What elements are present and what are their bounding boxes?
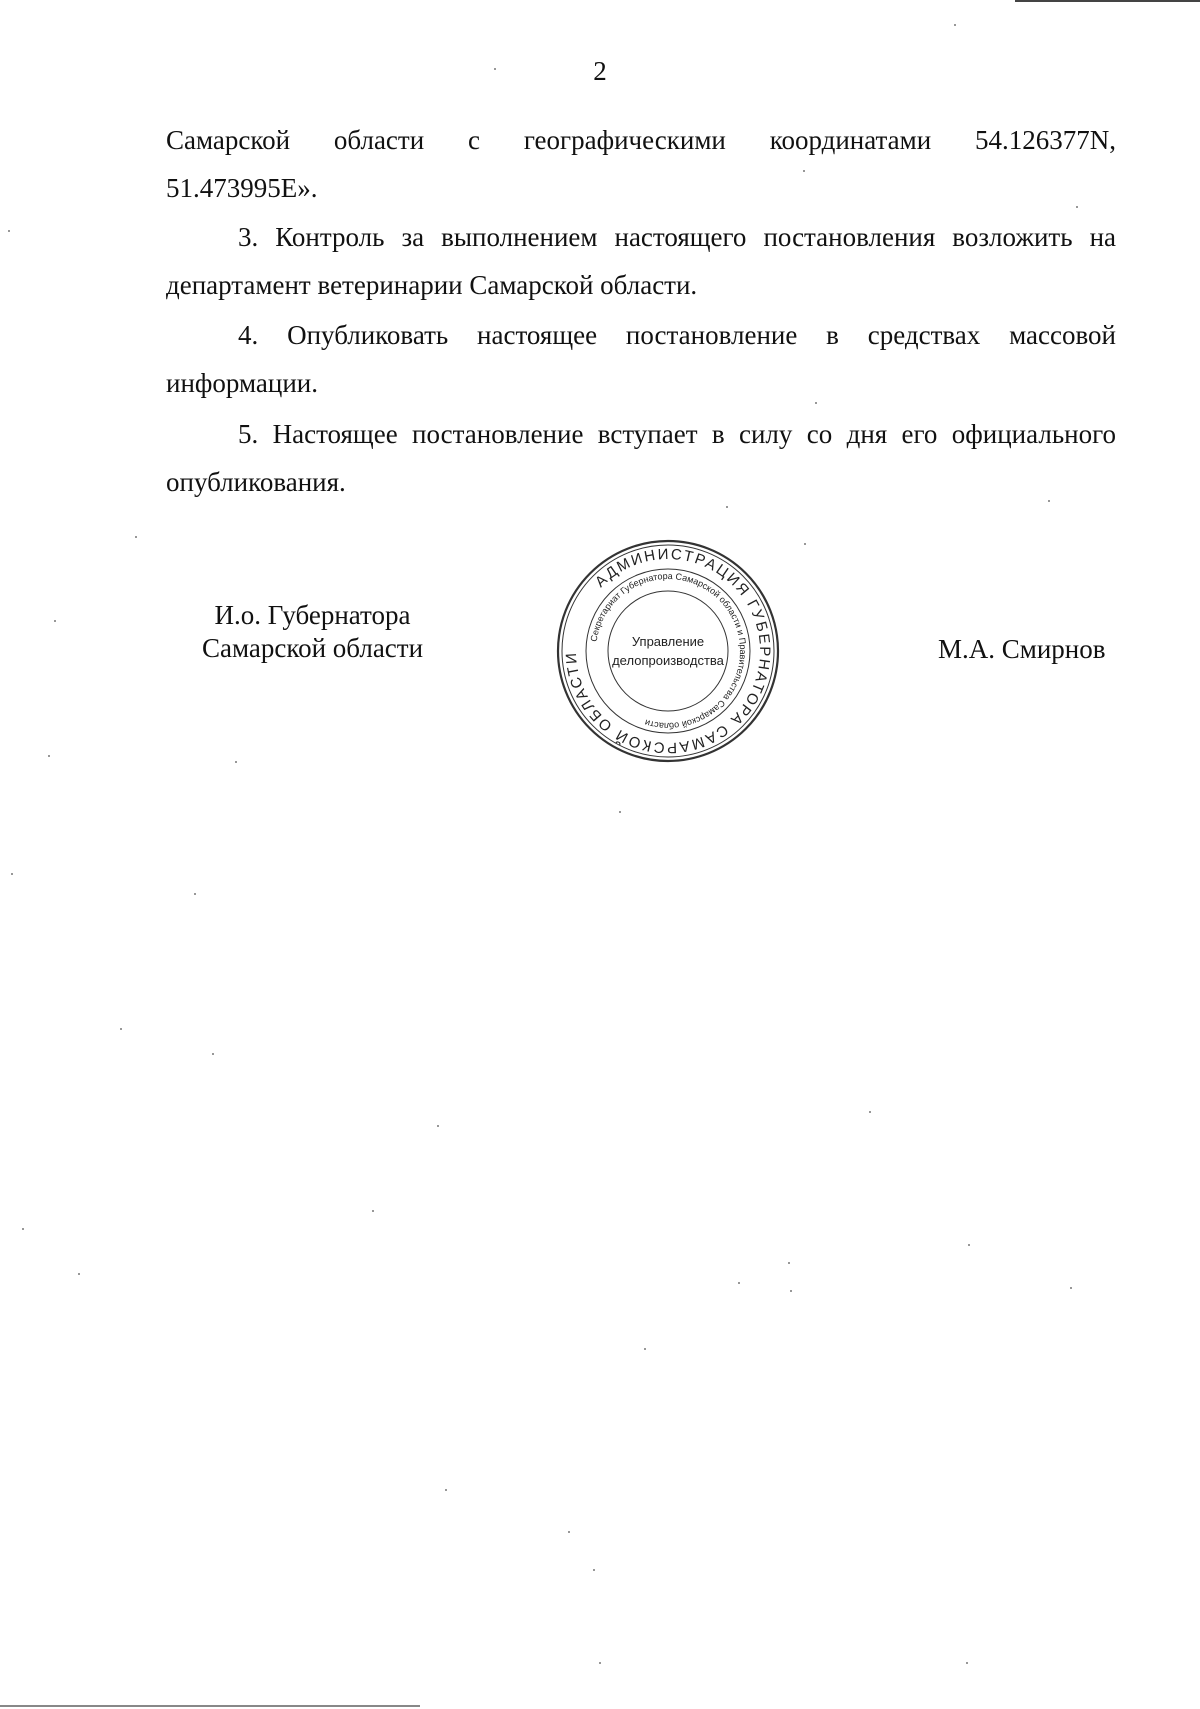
seal-inner-ring-path: Секретариат Губернатора Самарской области и Правительства Самарской области [588,570,749,732]
page-number: 2 [593,56,607,86]
seal-outer-ring-path: АДМИНИСТРАЦИЯ ГУБЕРНАТОРА САМАРСКОЙ ОБЛАСТИ [562,545,774,757]
scan-speck [954,24,956,26]
seal-graphic [555,538,781,764]
paragraph-line: 3. Контроль за выполнением настоящего постановления возложить на [238,222,1116,252]
seal-center-line: Управление [631,634,705,649]
scan-speck [120,1028,122,1030]
scan-speck [788,1262,790,1264]
paragraph-line: департамент ветеринарии Самарской области. [166,270,698,300]
paragraph-coordinates [166,116,1116,212]
scan-speck [235,761,237,763]
scan-speck [593,1569,595,1571]
scan-speck [619,811,621,813]
scan-speck [194,893,196,895]
paragraph-line: опубликования. [166,467,346,497]
signatory-name: М.А. Смирнов [938,634,1106,664]
scan-speck [568,1531,570,1533]
scan-speck [968,1244,970,1246]
scan-speck [11,873,13,875]
scan-speck [494,68,496,70]
scan-speck [869,1111,871,1113]
scan-speck [803,170,805,172]
paragraph-item-3 [166,213,1116,309]
scan-speck [22,1228,24,1230]
scan-speck [1048,500,1050,502]
scan-speck [8,230,10,232]
scan-speck [54,620,56,622]
scan-speck [738,1282,740,1284]
paragraph-line: Самарской области с географическими координатами 54.126377N, [166,125,1116,155]
paragraph-item-4 [166,311,1116,407]
paragraph-line: 51.473995E». [166,173,318,203]
paragraph-line: 4. Опубликовать настоящее постановление в средствах массовой [238,320,1116,350]
scan-speck [599,1662,601,1664]
signatory-title-line: И.о. Губернатора [214,600,411,630]
paragraph-line: 5. Настоящее постановление вступает в силу со дня его официального [238,419,1116,449]
seal-center-line: делопроизводства [612,653,724,668]
top-edge-rule [1015,0,1200,2]
paragraph-item-5 [166,410,1116,506]
scan-speck [78,1273,80,1275]
scan-speck [815,402,817,404]
scan-speck [212,1053,214,1055]
scan-speck [48,755,50,757]
signatory-title-line: Самарской области [201,633,424,663]
signatory-title [190,599,435,665]
scan-speck [437,1125,439,1127]
bottom-edge-rule [0,1705,420,1707]
scan-speck [790,1290,792,1292]
scan-speck [1076,206,1078,208]
paragraph-line: информации. [166,368,318,398]
scan-speck [804,543,806,545]
scan-speck [372,1210,374,1212]
scan-speck [644,1348,646,1350]
official-seal-stamp [555,538,781,764]
seal-inner-ring-text [589,571,748,731]
scan-speck [135,536,137,538]
scan-speck [966,1662,968,1664]
scan-speck [1070,1287,1072,1289]
scan-speck [726,506,728,508]
scan-speck [445,1489,447,1491]
